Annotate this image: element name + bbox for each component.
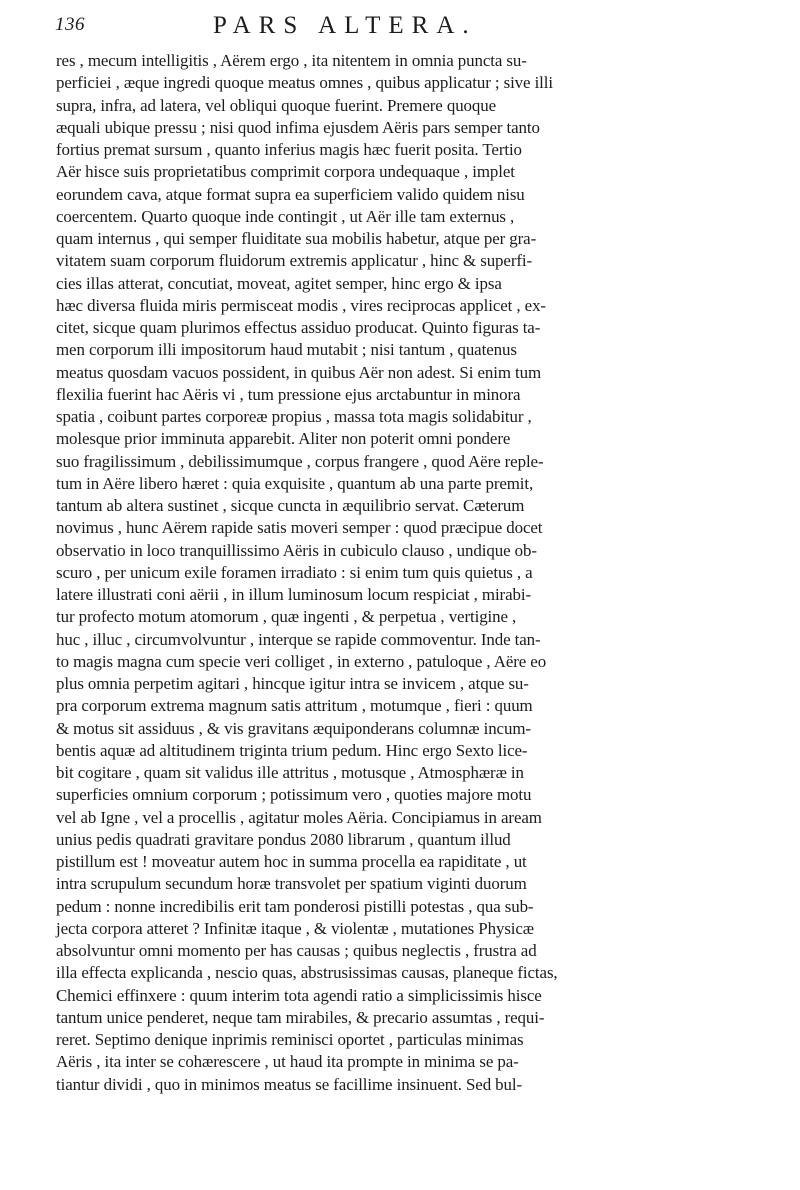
text-line: & motus sit assiduus , & vis gravitans æquiponderans columnæ incum- (56, 718, 531, 738)
text-line: citet, sicque quam plurimos effectus assiduo producat. Quinto figuras ta- (56, 318, 541, 337)
text-line: reret. Septimo denique inprimis reminisci oportet , particulas minimas (56, 1030, 524, 1049)
text-line: unius pedis quadrati gravitare pondus 2080 librarum , quantum illud (56, 829, 511, 849)
text-line: pra corporum extrema magnum satis attritum , motumque , fieri : quum (56, 696, 533, 716)
page-number: 136 (55, 14, 85, 35)
text-line: absolvuntur omni momento per has causas ; quibus neglectis , frustra ad (56, 941, 537, 960)
text-line: æquali ubique pressu ; nisi quod infima ejusdem Aëris pars semper tanto (56, 117, 540, 137)
text-line: hæc diversa fluida miris permisceat modis , vires reciprocas applicet , ex- (56, 295, 546, 315)
text-line: res , mecum intelligitis , Aërem ergo , ita nitentem in omnia puncta su- (56, 51, 527, 70)
text-line: intra scrupulum secundum horæ transvolet per spatium viginti duorum (56, 874, 527, 894)
text-line: pistillum est ! moveatur autem hoc in summa procella ea rapiditate , ut (56, 852, 527, 871)
text-line: plus omnia perpetim agitari , hincque igitur intra se invicem , atque su- (56, 674, 529, 693)
text-line: molesque prior imminuta apparebit. Aliter non poterit omni pondere (56, 429, 511, 449)
text-line: huc , illuc , circumvolvuntur , interque se rapide commoventur. Inde tan- (56, 629, 541, 649)
text-line: eorundem cava, atque format supra ea superficiem valido quidem nisu (56, 184, 525, 204)
text-line: latere illustrati coni aërii , in illum luminosum locum respiciat , mirabi- (56, 585, 531, 604)
text-line: suo fragilissimum , debilissimumque , corpus frangere , quod Aëre reple- (56, 451, 544, 471)
text-line: flexilia fuerint hac Aëris vi , tum pressione ejus arctabuntur in minora (56, 384, 521, 404)
page-header (0, 12, 800, 42)
text-line: jecta corpora atteret ? Infinitæ itaque , & violentæ , mutationes Physicæ (56, 918, 534, 938)
text-line: vel ab Igne , vel a procellis , agitatur moles Aëria. Concipiamus in aream (56, 807, 542, 827)
text-line: novimus , hunc Aërem rapide satis moveri semper : quod præcipue docet (56, 518, 543, 538)
text-line: cies illas atterat, concutiat, moveat, agitet semper, hinc ergo & ipsa (56, 273, 502, 293)
text-line: men corporum illi impositorum haud mutabit ; nisi tantum , quatenus (56, 340, 517, 360)
text-line: tum in Aëre libero hæret : quia exquisite , quantum ab una parte premit, (56, 473, 534, 493)
text-line: supra, infra, ad latera, vel obliqui quoque fuerint. Premere quoque (56, 95, 497, 115)
text-line: vitatem suam corporum fluidorum extremis applicatur , hinc & superfi- (56, 251, 533, 271)
text-line: perficiei , æque ingredi quoque meatus omnes , quibus applicatur ; sive illi (56, 73, 553, 93)
text-line: bentis aquæ ad altitudinem triginta trium pedum. Hinc ergo Sexto lice- (56, 740, 528, 760)
text-line: tantum ab altera sustinet , sicque cuncta in æquilibrio servat. Cæterum (56, 496, 525, 515)
text-line: spatia , coibunt partes corporeæ propius , massa tota magis solidabitur , (56, 407, 532, 426)
text-line: tantum unice penderet, neque tam mirabiles, & precario assumtas , requi- (56, 1007, 545, 1027)
text-line: Aëris , ita inter se cohærescere , ut haud ita prompte in minima se pa- (56, 1052, 519, 1072)
text-line: coercentem. Quarto quoque inde contingit , ut Aër ille tam externus , (56, 206, 515, 226)
running-head: PARS ALTERA. (213, 12, 477, 39)
text-line: illa effecta explicanda , nescio quas, abstrusissimas causas, planeque fictas, (56, 963, 558, 983)
text-line: Aër hisce suis proprietatibus comprimit corpora undequaque , implet (56, 162, 515, 182)
text-line: superficies omnium corporum ; potissimum vero , quoties majore motu (56, 785, 532, 805)
text-line: pedum : nonne incredibilis erit tam ponderosi pistilli potestas , qua sub- (56, 896, 534, 916)
text-line: tur profecto motum atomorum , quæ ingenti , & perpetua , vertigine , (56, 607, 517, 627)
text-line: meatus quosdam vacuos possident, in quibus Aër non adest. Si enim tum (56, 362, 542, 382)
text-line: Chemici effinxere : quum interim tota agendi ratio a simplicissimis hisce (56, 985, 542, 1005)
text-line: tiantur dividi , quo in minimos meatus se facillime insinuent. Sed bul- (56, 1074, 523, 1094)
text-line: to magis magna cum specie veri colliget , in externo , patuloque , Aëre eo (56, 651, 547, 671)
text-line: scuro , per unicum exile foramen irradiato : si enim tum quis quietus , a (56, 562, 533, 582)
text-line: observatio in loco tranquillissimo Aëris in cubiculo clauso , undique ob- (56, 540, 537, 560)
text-line: bit cogitare , quam sit validus ille attritus , motusque , Atmosphæræ in (56, 763, 524, 782)
body-text (56, 50, 800, 1096)
text-line: fortius premat sursum , quanto inferius magis hæc fuerit posita. Tertio (56, 140, 522, 159)
text-line: quam internus , qui semper fluiditate sua mobilis habetur, atque per gra- (56, 229, 537, 248)
